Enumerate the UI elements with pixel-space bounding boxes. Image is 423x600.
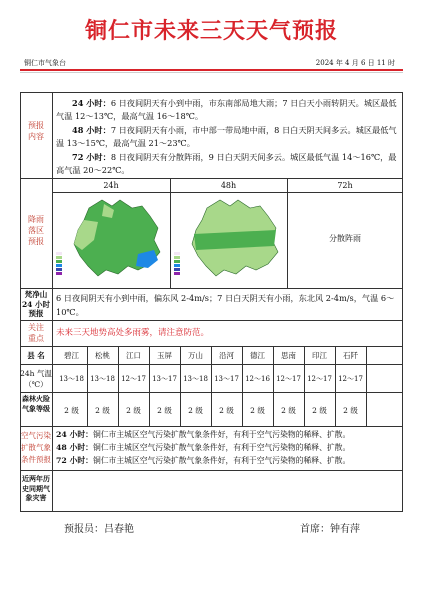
notice-label: 关注 重点 xyxy=(28,323,44,343)
county-temp: 12～16 xyxy=(245,375,270,383)
county-fire-level: 2 级 xyxy=(64,406,79,415)
header-rule-grey xyxy=(20,72,403,73)
rain-map-48h xyxy=(172,194,285,286)
map-48h-label: 48h xyxy=(220,181,237,190)
county-temp: 12～17 xyxy=(338,375,363,383)
chief-forecaster: 首席：钟有萍 xyxy=(300,524,360,535)
county-fire-level: 2 级 xyxy=(95,406,110,415)
map-24h-label: 24h xyxy=(103,181,119,190)
county-fire-level: 2 级 xyxy=(188,406,203,415)
county-fire-level: 2 级 xyxy=(281,406,296,415)
fire-row-label: 森林火险气象等级 xyxy=(22,394,50,413)
county-temp: 13～18 xyxy=(59,375,84,383)
county-temp: 13～17 xyxy=(152,375,177,383)
notice-text: 未来三天地势高处多雨雾，请注意防范。 xyxy=(56,328,210,338)
county-temp: 12～17 xyxy=(307,375,332,383)
issue-time: 2024 年 4 月 6 日 11 时 xyxy=(315,59,395,67)
temp-row-label: 24h 气温（℃） xyxy=(20,369,52,389)
page-title: 铜仁市未来三天天气预报 xyxy=(84,19,338,44)
county-name: 万山 xyxy=(188,351,203,360)
rain-area-label: 降雨 落区 预报 xyxy=(28,215,44,246)
county-name: 松桃 xyxy=(95,351,110,360)
county-name: 德江 xyxy=(250,351,265,360)
fanjing-forecast: 6 日夜间阴天有小到中雨，偏东风 2-4m/s；7 日白天阴天有小雨，东北风 2-4m/s，气温 6～10℃。 xyxy=(56,293,395,317)
county-fire-level: 2 级 xyxy=(219,406,234,415)
county-fire-level: 2 级 xyxy=(312,406,327,415)
county-name: 思南 xyxy=(281,351,296,360)
county-name: 沿河 xyxy=(219,351,234,360)
air-24h: 24 小时：铜仁市主城区空气污染扩散气象条件好，有利于空气污染物的稀释、扩散。 xyxy=(56,430,351,439)
forecaster: 预报员：吕春艳 xyxy=(64,524,134,535)
county-temp: 13～18 xyxy=(90,375,115,383)
county-fire-level: 2 级 xyxy=(250,406,265,415)
county-header-label: 县 名 xyxy=(27,351,45,360)
air-48h: 48 小时：铜仁市主城区空气污染扩散气象条件好，有利于空气污染物的稀释、扩散。 xyxy=(56,443,351,452)
county-fire-level: 2 级 xyxy=(343,406,358,415)
county-temp: 12～17 xyxy=(121,375,146,383)
county-name: 碧江 xyxy=(64,351,79,360)
air-72h: 72 小时：铜仁市主城区空气污染扩散气象条件好，有利于空气污染物的稀释、扩散。 xyxy=(56,456,351,465)
fanjing-label: 梵净山 24 小时 预报 xyxy=(21,290,51,318)
forecast-content-label: 预报 内容 xyxy=(28,121,44,141)
map-72h-label: 72h xyxy=(337,181,353,190)
history-label: 近两年历史同期气象灾害 xyxy=(22,474,50,502)
map-72h-text: 分散阵雨 xyxy=(329,234,361,243)
county-temp: 13～18 xyxy=(183,375,208,383)
county-fire-level: 2 级 xyxy=(157,406,172,415)
county-name: 印江 xyxy=(312,351,327,360)
county-name: 玉屏 xyxy=(157,351,172,360)
county-fire-level: 2 级 xyxy=(126,406,141,415)
county-name: 江口 xyxy=(126,351,141,360)
forecast-72h: 72 小时：8 日夜间阴天有分散阵雨，9 日白天阴天间多云。城区最低气温 14～16℃，最高气温 20～22℃。 xyxy=(56,152,397,175)
county-temp: 13～17 xyxy=(214,375,239,383)
county-name: 石阡 xyxy=(343,351,358,360)
header-rule-red xyxy=(20,69,403,71)
label-column-divider xyxy=(52,92,53,512)
forecast-48h: 48 小时：7 日夜间阴天有小雨，市中部一带局地中雨，8 日白天阴天间多云。城区最低气温 13～15℃，最高气温 21～23℃。 xyxy=(56,125,397,148)
county-temp: 12～17 xyxy=(276,375,301,383)
forecast-24h: 24 小时：6 日夜间阴天有小到中雨，市东南部局地大雨；7 日白天小雨转阴天。城区最低气温 12～13℃，最高气温 16～18℃。 xyxy=(56,98,397,121)
rain-map-24h xyxy=(54,194,168,286)
air-label: 空气污染扩散气象条件预报 xyxy=(21,431,51,464)
agency-name: 铜仁市气象台 xyxy=(24,59,66,67)
